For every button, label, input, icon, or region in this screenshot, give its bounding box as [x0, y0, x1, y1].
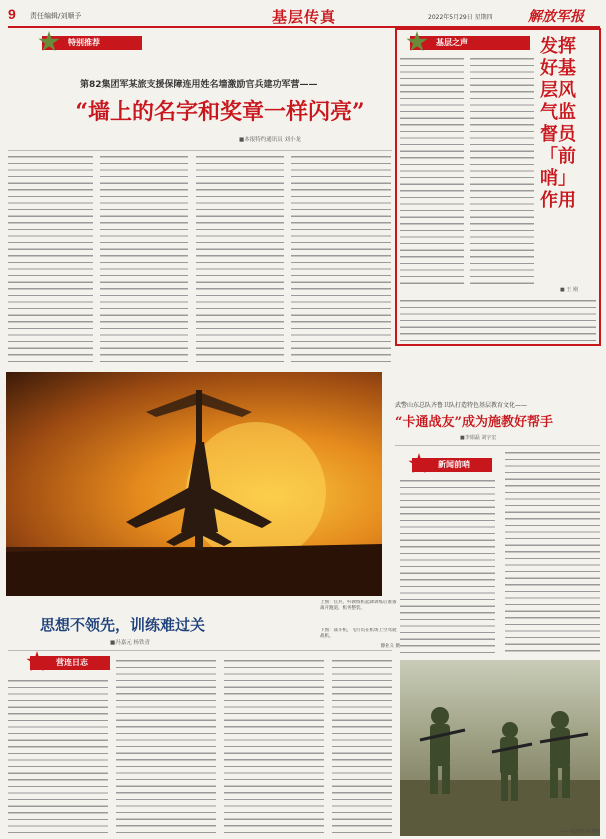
photo-caption: 上图：官兵，歼教练机起降训练后准备离开跑道，机务整装。 下图：战斗机，飞行员在机场上空驾驶战机。 滕业义 摄	[320, 600, 400, 649]
feature-divider	[8, 150, 392, 151]
issue-date: 2022年5月29日 星期四	[428, 14, 493, 21]
fighter-jet-icon	[6, 372, 382, 596]
opinion-title: 发挥好基层风气监督员「前哨」作用	[540, 36, 576, 211]
feature-badge: 特别推荐	[42, 36, 142, 50]
feature-headline: “墙上的名字和奖章一样闪亮”	[75, 99, 365, 125]
ideas-body-col-3	[224, 658, 324, 836]
page-header	[8, 6, 600, 28]
opinion-badge: 基层之声	[410, 36, 530, 50]
soldiers-caption: ——某部官兵训练	[559, 829, 600, 835]
opinion-body-bottom	[400, 298, 596, 342]
feature-body-col-3	[196, 154, 284, 366]
ideas-body-col-4	[332, 658, 392, 836]
ideas-byline: ■冯嘉元 杨铁青	[110, 640, 150, 646]
ideas-headline: 思想不领先，训练难过关	[40, 616, 206, 634]
story2-kicker: 武警山东总队齐鲁卫队打造特色基层教育文化——	[395, 402, 528, 409]
soldiers-photo	[400, 660, 600, 836]
news-badge: 新闻前哨	[412, 458, 492, 472]
feature-body-col-4	[291, 154, 391, 366]
ideas-body-col-2	[116, 658, 216, 836]
camp-log-badge: 营连日志	[30, 656, 110, 670]
soldiers-icon	[400, 660, 600, 836]
newspaper-logo: 解放军报	[528, 9, 584, 25]
section-title: 基层传真	[271, 8, 336, 26]
opinion-author: ■ 王 刚	[560, 287, 578, 293]
story2-body-col-2	[505, 450, 600, 654]
story2-body-col-1	[400, 478, 495, 654]
ideas-body-col-1	[8, 678, 108, 836]
story2-headline: “卡通战友”成为施教好帮手	[395, 415, 553, 430]
feature-byline: ■本报特约通讯员 刘小龙	[239, 137, 301, 143]
story2-divider	[395, 445, 600, 446]
page-number: 9	[8, 6, 16, 22]
fighter-jet-photo	[6, 372, 382, 596]
ideas-divider	[8, 650, 392, 651]
opinion-body-col-1	[400, 56, 464, 286]
story2-byline: ■李娟磊 刘宇宏	[460, 435, 497, 441]
opinion-body-col-2	[470, 56, 534, 286]
page-editor-tag: 责任编辑/刘顺予	[30, 12, 82, 20]
feature-kicker: 第82集团军某旅支援保障连用姓名墙激励官兵建功军营——	[80, 80, 318, 90]
feature-body-col-1	[8, 154, 93, 366]
feature-body-col-2	[100, 154, 188, 366]
